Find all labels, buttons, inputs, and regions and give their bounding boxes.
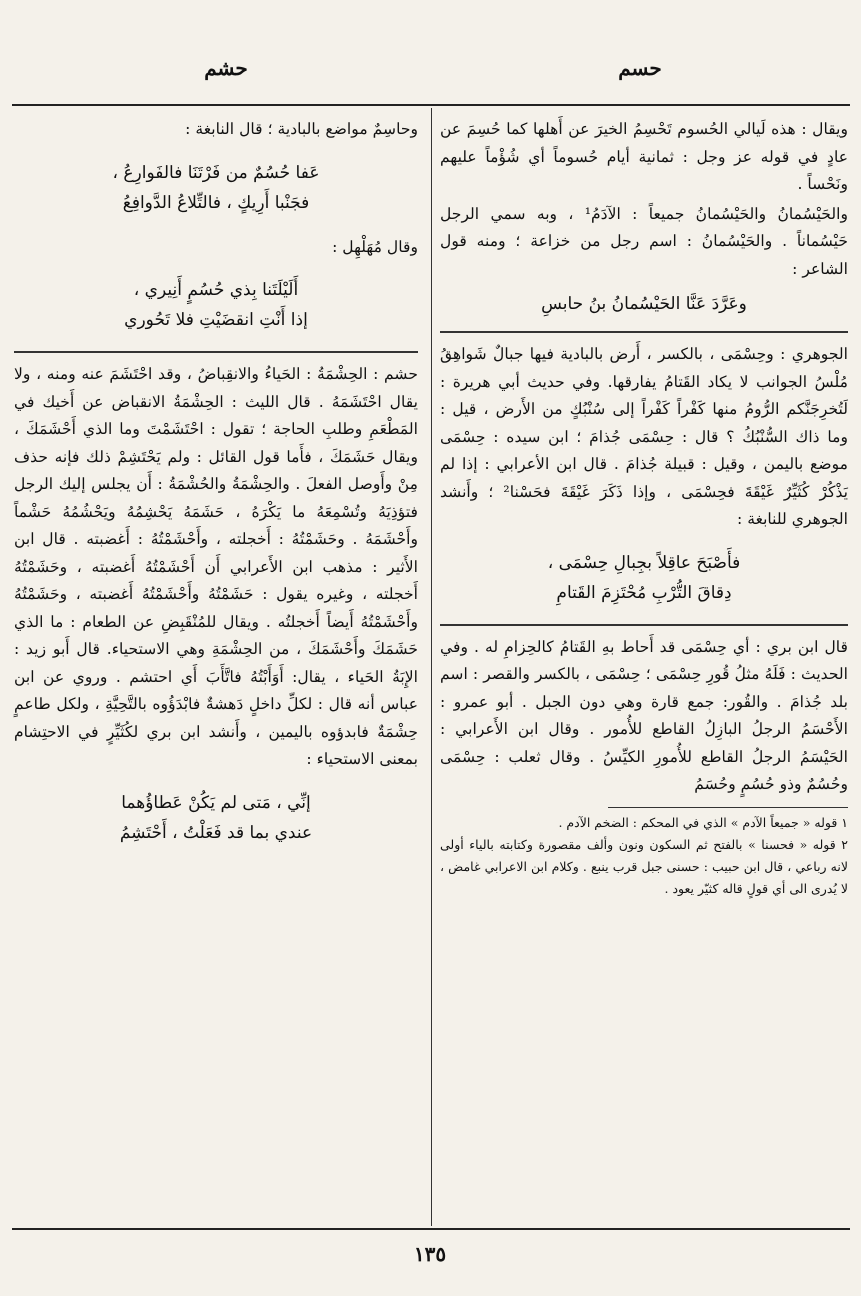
- left-paragraph-2: وقال مُهَلْهِل :: [332, 237, 418, 256]
- left-verse-3: إنِّي ، مَتى لم يَكُنْ عَطاؤُهما عندي بما قد فَعَلْتُ ، أَحْتَشِمُ: [119, 792, 313, 843]
- right-paragraph-3: الجوهري : وحِسْمَى ، بالكسر ، أَرض بالبادية فيها جبالٌ شَواهِقُ مُلْسُ الجوانب لا يكاد القَتامُ يفارقها. وفي حديث أبي هريرة : لَتُخرِجَنَّكم الرُّومُ منها كَفْراً كَفْراً إلى سُنْبُكٍ من الأَرض ، قيل : وما ذاك السُّنْبُكُ ؟ قال : حِسْمَى جُذامَ ؛ ابن سيده : حِسْمَى موضع باليمن ، وقيل : قبيلة جُذامَ . قال ابن الأعرابي : إذا لم يَذْكُرْ كُثَيِّرٌ غَيْقَةَ فحِسْمَى ، وإذا ذَكَرَ غَيْقَةَ فحَسْنا² ؛ وأَنشد الجوهري للنابغة :: [440, 345, 849, 528]
- right-paragraph-4: قال ابن بري : أي حِسْمَى قد أَحاط بهِ القَتامُ كالحِزامِ له . وفي الحديث : فَلَهُ مثلُ قُورِ حِسْمَى ؛ حِسْمَى ، بالكسر والقصر : اسم بلد جُذامَ . والقُور: جمع قارة وهي دون الجبل . أبو عمرو : الأَحْسَمُ الرجلُ البازِلُ القاطع للأُمور . وقال ابن الأَعرابي : الحَيْسَمُ الرجلُ القاطع للأُمورِ الكيِّسُ . وقال ثعلب : حِسْمَى وحُسُمٌ وذو حُسُمٍ وحُسَمُ: [440, 637, 848, 793]
- right-verse-2: فأَصْبَحَ عاقِلاً بجِبالِ حِسْمَى ، دِقاقَ التُّرْبِ مُحْتَزِمَ القَتامِ: [547, 552, 741, 603]
- footnote-1: ١ قوله « جميعاً الآدم » الذي في المحكم : الضخم الآدم .: [558, 814, 848, 830]
- right-paragraph-2: والحَيْسُمانُ والحَيْسُمانُ جميعاً : الآدَمُ¹ ، وبه سمي الرجل حَيْسُماناً . والحَيْسُمانُ : اسم رجل من خزاعة ؛ ومنه قول الشاعر :: [440, 204, 848, 278]
- footer-rule: [12, 1228, 850, 1230]
- left-paragraph-1: وحاسِمٌ مواضع بالبادية ؛ قال النابغة :: [185, 120, 418, 138]
- footnote-rule: [608, 807, 848, 808]
- running-header-right: حسم: [618, 56, 662, 80]
- left-paragraph-3: حشم : الحِشْمَةُ : الحَياءُ والانقِباضُ ، وقد احْتَشَمَ عنه ومنه ، ولا يقال احْتَشَمَهُ . قال الليث : الحِشْمَةُ الانقباض عن أَخيك في المَطْعَمِ وطلبِ الحاجة ؛ تقول : احْتَشَمْتَ وما الذي أَحْشَمَكَ ، ويقال حَشَمَكَ ، فأَما قول القائل : ولم يَحْتَشِمْ ذلك فإنه حذف مِنْ وأَوصل الفعلَ . والحِشْمَةُ والحُشْمَةُ : أَن يجلس إليك الرجل فتؤذِيَهُ وتُسْمِعَهُ ما يَكْرَهُ ، حَشَمَهُ يَحْشِمُهُ ويَحْشُمُهُ حَشْماً وأَحْشَمَهُ . وحَشَمْتُهُ : أَخجلته ، وأَحْشَمْتُهُ : أَغضبته . قال ابن الأَثير : مذهب ابن الأَعرابي أَن أَحْشَمْتُهُ أَغضبته ، وحَشَمْتُهُ أَخجلته ، وغيره يقول : حَشَمْتُهُ وأَحْشَمْتُهُ أَغضبته ، وحَشَمْتُهُ وأَحْشَمْتُهُ أَيضاً أَخجلتُه . ويقال للمُنْقَبِضِ عن الطعام : ما الذي حَشَمَكَ وأَحْشَمَكَ ، من الحِشْمَةِ وهي الاستحياء. قال أَبو زيد : الإِبَةُ الحَياء ، يقال: أَوَأَبْتُهُ فاتَّأَبَ أَي احتشم . وروي عن ابن عباس أنه قال : لكلِّ داخلٍ دَهشةٌ فابْدَؤُوه بالتَّحِيَّةِ ، ولكل طاعمٍ حِشْمَةٌ فابدؤوه باليمين ، وأَنشد ابن بري لكُثَيِّرٍ في الاحتِشام بمعنى الاستحياء :: [14, 365, 418, 768]
- right-column: [440, 116, 848, 900]
- right-entry-separator-2: [440, 624, 848, 626]
- right-paragraph-1: ويقال : هذه لَيالي الحُسوم تَحْسِمُ الخيرَ عن أَهلها كما حُسِمَ عن عادٍ في قوله عز وجل : ثمانية أيام حُسوماً أي شُؤْماً عليهم ونَحْساً .: [440, 120, 848, 193]
- header-rule: [12, 104, 850, 106]
- footnote-2: ٢ قوله « فحسنا » بالفتح ثم السكون ونون وألف مقصورة وكتابته بالياء أولى لانه رباعي ، قال ابن حبيب : حسنى جبل قرب ينبع . وكلام ابن الاعرابي غامض ، لا يُدرى الى أي قولٍ قاله كثيّر يعود .: [440, 836, 848, 896]
- left-column: [14, 116, 418, 864]
- left-verse-2: أَلَيْلَتَنا بِذي حُسُمٍ أَنِيري ، إذا أَنْتِ انقضَيْتِ فلا تَحُوري: [124, 280, 308, 330]
- left-verse-1: عَفا حُسُمٌ من فَرْتَنَا فالفَوارِعُ ، فجَنْبا أَرِيكٍ ، فالتِّلاعُ الدَّوافِعُ: [112, 162, 320, 213]
- page-number: ١٣٥: [413, 1242, 447, 1266]
- running-header-left: حشم: [204, 56, 248, 80]
- right-verse-1: وعَرَّدَ عَنَّا الحَيْسُمانُ بنُ حابسِ: [541, 294, 747, 314]
- right-entry-separator: [440, 331, 848, 333]
- left-entry-separator: [14, 351, 418, 353]
- column-divider: [431, 108, 432, 1226]
